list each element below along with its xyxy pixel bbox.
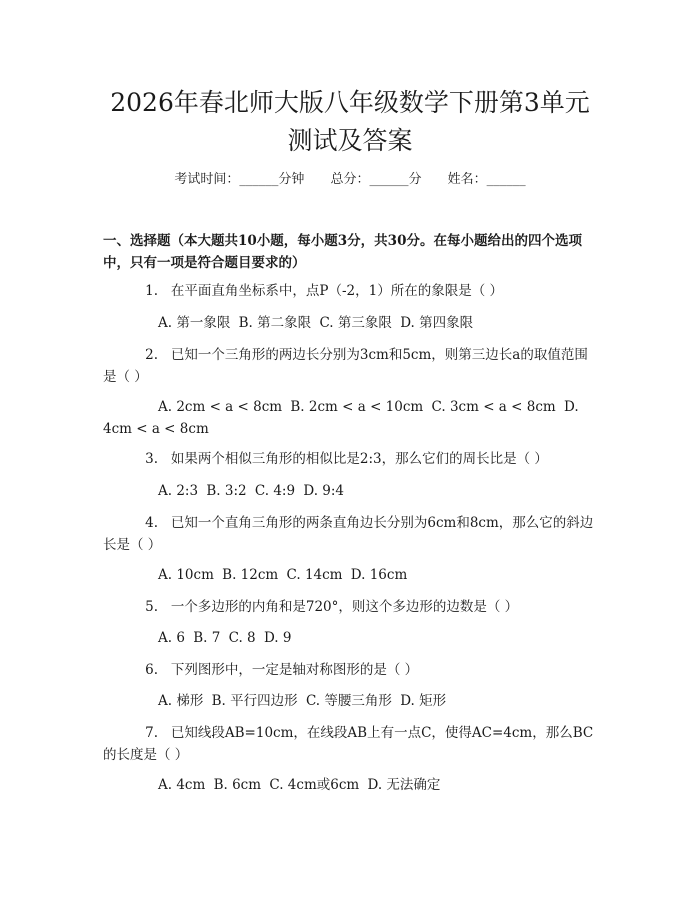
question-number: 5. — [145, 599, 158, 615]
option-d: D. 4cm < a < 8cm — [103, 399, 579, 437]
option-a: A. 2cm < a < 8cm — [158, 399, 283, 415]
question-number: 2. — [145, 347, 158, 363]
option-c: C. 第三象限 — [319, 315, 392, 331]
option-a: A. 4cm — [158, 777, 206, 793]
option-a: A. 2:3 — [158, 483, 199, 499]
question-text: 如果两个相似三角形的相似比是2:3，那么它们的周长比是（ ） — [170, 451, 548, 467]
question-options — [103, 627, 601, 649]
document-title — [60, 84, 640, 160]
question-options — [103, 564, 601, 586]
exam-time-field: 考试时间：______分钟 — [174, 172, 305, 187]
question-text: 已知一个直角三角形的两条直角边长分别为6cm和8cm，那么它的斜边长是（ ） — [103, 515, 594, 553]
option-d: D. 第四象限 — [400, 315, 474, 331]
question-options — [103, 312, 601, 334]
question-text: 已知一个三角形的两边长分别为3cm和5cm，则第三边长a的取值范围是（ ） — [103, 347, 588, 385]
question-stem — [103, 280, 601, 302]
exam-meta — [0, 168, 700, 187]
option-b: B. 第二象限 — [238, 315, 312, 331]
question-number: 1. — [145, 283, 158, 299]
question-number: 4. — [145, 515, 158, 531]
question-stem — [103, 448, 601, 470]
student-name-field: 姓名：______ — [447, 172, 526, 187]
option-c: C. 4cm或6cm — [269, 777, 360, 793]
option-b: B. 7 — [193, 630, 221, 646]
option-a: A. 6 — [158, 630, 185, 646]
question-text: 已知线段AB=10cm，在线段AB上有一点C，使得AC=4cm，那么BC的长度是（ ） — [103, 725, 594, 763]
option-b: B. 2cm < a < 10cm — [290, 399, 424, 415]
question-number: 6. — [145, 662, 158, 678]
option-d: D. 无法确定 — [367, 777, 441, 793]
option-c: C. 8 — [228, 630, 256, 646]
question-text: 在平面直角坐标系中，点P（-2，1）所在的象限是（ ） — [170, 283, 503, 299]
question-stem — [103, 722, 601, 766]
title-line-1: 2026年春北师大版八年级数学下册第3单元 — [110, 88, 590, 117]
question-stem — [103, 659, 601, 681]
option-c: C. 等腰三角形 — [305, 693, 392, 709]
question-stem — [103, 596, 601, 618]
question-number: 7. — [145, 725, 158, 741]
question-options — [103, 774, 601, 796]
option-b: B. 平行四边形 — [211, 693, 298, 709]
option-c: C. 14cm — [286, 567, 343, 583]
question-text: 下列图形中，一定是轴对称图形的是（ ） — [170, 662, 419, 678]
question-text: 一个多边形的内角和是720°，则这个多边形的边数是（ ） — [170, 599, 519, 615]
option-d: D. 矩形 — [400, 693, 447, 709]
question-options — [103, 396, 601, 440]
section-heading: 一、选择题（本大题共10小题，每小题3分，共30分。在每小题给出的四个选项中，只有一项是符合题目要求的） — [103, 233, 582, 271]
question-stem — [103, 344, 601, 388]
option-c: C. 3cm < a < 8cm — [431, 399, 556, 415]
option-a: A. 第一象限 — [158, 315, 231, 331]
option-d: D. 16cm — [350, 567, 408, 583]
question-stem — [103, 512, 601, 556]
question-options — [103, 690, 601, 712]
option-c: C. 4:9 — [254, 483, 296, 499]
total-score-field: 总分：______分 — [330, 172, 422, 187]
option-d: D. 9 — [263, 630, 292, 646]
title-line-2: 测试及答案 — [287, 126, 413, 155]
option-b: B. 3:2 — [206, 483, 247, 499]
option-d: D. 9:4 — [303, 483, 345, 499]
question-options — [103, 480, 601, 502]
option-b: B. 12cm — [222, 567, 279, 583]
option-b: B. 6cm — [213, 777, 262, 793]
question-number: 3. — [145, 451, 158, 467]
option-a: A. 梯形 — [158, 693, 204, 709]
option-a: A. 10cm — [158, 567, 214, 583]
